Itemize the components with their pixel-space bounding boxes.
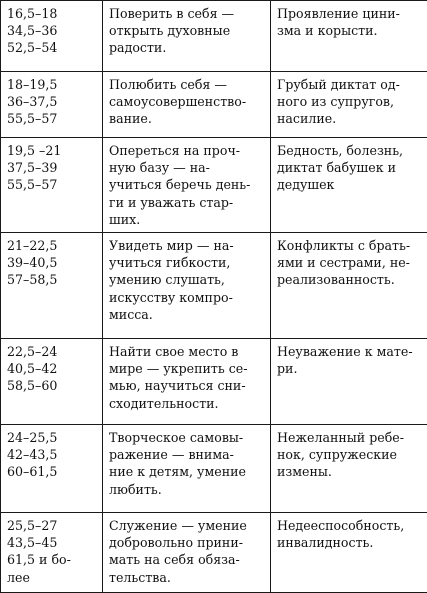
cell-text-line: сходительности. [109, 395, 265, 412]
cell-text-line: диктат бабушек и [277, 159, 427, 176]
cell-text-line: 39–40,5 [7, 254, 97, 271]
cell-text-line: 34,5–36 [7, 22, 97, 39]
cell-text-line: 55,5–57 [7, 110, 97, 127]
problems-cell [271, 425, 427, 513]
cell-text-line: самоусовершенство- [109, 93, 265, 110]
cell-text-line: Недееспособность, [277, 517, 427, 534]
cell-text-line: Полюбить себя — [109, 76, 265, 93]
cell-text-line: мисса. [109, 306, 265, 323]
cell-text-line: 42–43,5 [7, 446, 97, 463]
life-task-cell [103, 1, 271, 72]
life-task-cell [103, 513, 271, 593]
life-task-cell [103, 72, 271, 138]
age-ranges-cell [1, 425, 103, 513]
cell-text-line: вание. [109, 110, 265, 127]
cell-text-line: Увидеть мир — на- [109, 237, 265, 254]
cell-text-line: учиться гибкости, [109, 254, 265, 271]
cell-text-line: Бедность, болезнь, [277, 142, 427, 159]
cell-text-line: Проявление цини- [277, 5, 427, 22]
cell-text-line: добровольно прини- [109, 534, 265, 551]
cell-text-line: Нежеланный ребе- [277, 429, 427, 446]
cell-text-line: насилие. [277, 110, 427, 127]
cell-text-line: лее [7, 569, 97, 586]
cell-text-line: 24–25,5 [7, 429, 97, 446]
cell-text-line: 18–19,5 [7, 76, 97, 93]
cell-text-line: 43,5–45 [7, 534, 97, 551]
cell-text-line: Опереться на проч- [109, 142, 265, 159]
cell-text-line: ги и уважать стар- [109, 194, 265, 211]
cell-text-line: дедушек [277, 176, 427, 193]
cell-text-line: ние к детям, умение [109, 463, 265, 480]
problems-cell [271, 339, 427, 425]
cell-text-line: 19,5 –21 [7, 142, 97, 159]
age-ranges-cell [1, 138, 103, 233]
cell-text-line: ями и сестрами, не- [277, 254, 427, 271]
table-row [1, 138, 427, 233]
cell-text-line: нок, супружеские [277, 446, 427, 463]
life-task-cell [103, 138, 271, 233]
cell-text-line: мью, научиться сни- [109, 377, 265, 394]
cell-text-line: инвалидность. [277, 534, 427, 551]
cell-text-line: тельства. [109, 569, 265, 586]
cell-text-line: Поверить в себя — [109, 5, 265, 22]
table-row [1, 513, 427, 593]
cell-text-line: 16,5–18 [7, 5, 97, 22]
cell-text-line: открыть духовные [109, 22, 265, 39]
cell-text-line: искусству компро- [109, 289, 265, 306]
cell-text-line: Служение — умение [109, 517, 265, 534]
cell-text-line: учиться беречь день- [109, 176, 265, 193]
age-ranges-cell [1, 1, 103, 72]
cell-text-line: 61,5 и бо- [7, 551, 97, 568]
problems-cell [271, 138, 427, 233]
cell-text-line: измены. [277, 463, 427, 480]
cell-text-line: ших. [109, 211, 265, 228]
cell-text-line: мать на себя обяза- [109, 551, 265, 568]
cell-text-line: 22,5–24 [7, 343, 97, 360]
cell-text-line: 52,5–54 [7, 39, 97, 56]
cell-text-line: Творческое самовы- [109, 429, 265, 446]
age-ranges-cell [1, 72, 103, 138]
cell-text-line: радости. [109, 39, 265, 56]
cell-text-line: Неуважение к мате- [277, 343, 427, 360]
cell-text-line: 55,5–57 [7, 176, 97, 193]
problems-cell [271, 72, 427, 138]
table-row [1, 233, 427, 339]
life-task-cell [103, 425, 271, 513]
life-task-cell [103, 339, 271, 425]
cell-text-line: 60–61,5 [7, 463, 97, 480]
age-ranges-cell [1, 233, 103, 339]
cell-text-line: 58,5–60 [7, 377, 97, 394]
cell-text-line: Конфликты с брать- [277, 237, 427, 254]
cell-text-line: Найти свое место в [109, 343, 265, 360]
cell-text-line: 37,5–39 [7, 159, 97, 176]
cell-text-line: реализованность. [277, 271, 427, 288]
table-row [1, 339, 427, 425]
cell-text-line: ражение — внима- [109, 446, 265, 463]
table-row [1, 425, 427, 513]
life-task-cell [103, 233, 271, 339]
cell-text-line: любить. [109, 481, 265, 498]
cell-text-line: 57–58,5 [7, 271, 97, 288]
age-ranges-cell [1, 513, 103, 593]
cell-text-line: 25,5–27 [7, 517, 97, 534]
cell-text-line: умению слушать, [109, 271, 265, 288]
cell-text-line: 36–37,5 [7, 93, 97, 110]
problems-cell [271, 513, 427, 593]
table-row [1, 1, 427, 72]
age-ranges-cell [1, 339, 103, 425]
problems-cell [271, 233, 427, 339]
cell-text-line: 40,5–42 [7, 360, 97, 377]
cell-text-line: ри. [277, 360, 427, 377]
cell-text-line: ную базу — на- [109, 159, 265, 176]
cell-text-line: зма и корысти. [277, 22, 427, 39]
cell-text-line: Грубый диктат од- [277, 76, 427, 93]
cell-text-line: 21–22,5 [7, 237, 97, 254]
table-row [1, 72, 427, 138]
cell-text-line: ного из супругов, [277, 93, 427, 110]
cell-text-line: мире — укрепить се- [109, 360, 265, 377]
problems-cell [271, 1, 427, 72]
